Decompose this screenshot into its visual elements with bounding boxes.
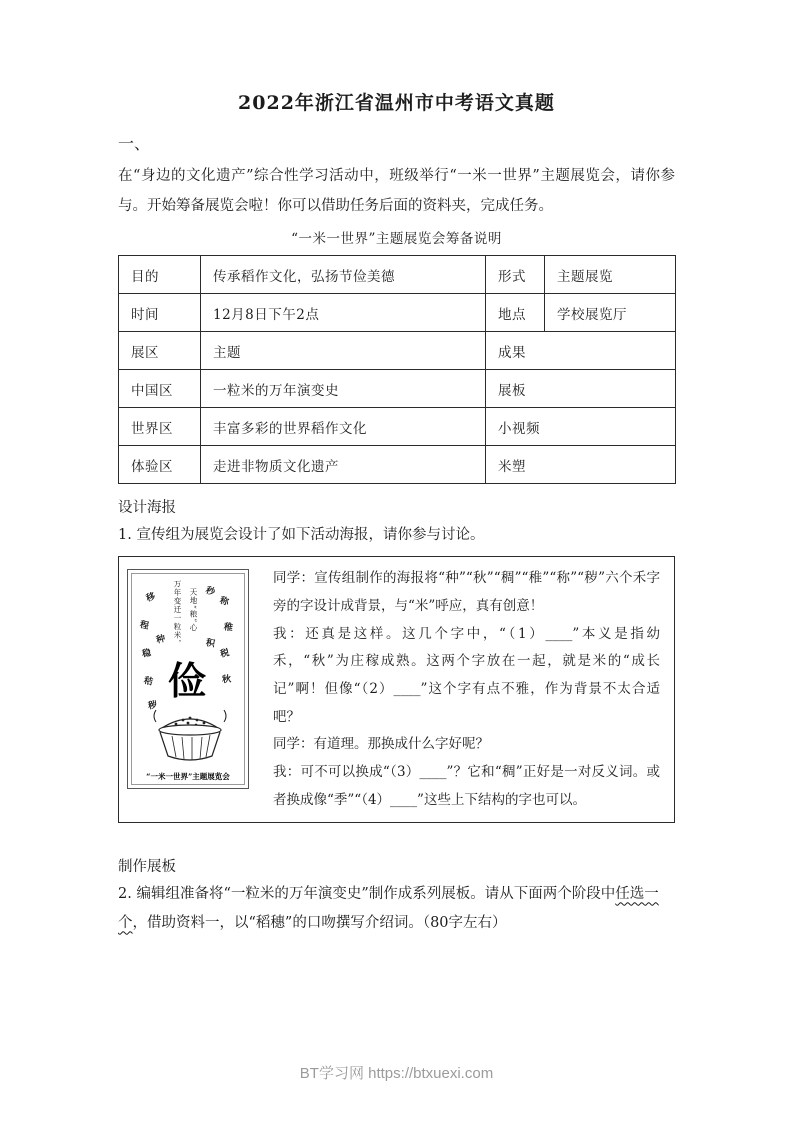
poster-column xyxy=(119,557,267,822)
question-2-text: 2. 编辑组准备将“一粒米的万年演变史”制作成系列展板。请从下面两个阶段中 xyxy=(118,886,616,903)
poster-char: 秒 xyxy=(204,586,216,599)
question-2-text: ，借助资料一，以“稻穗”的口吻撰写介绍词。（80字左右） xyxy=(132,915,507,932)
dialogue-line: 同学：宣传组制作的海报将“种”“秋”“稠”“稚”“称”“秽”六个禾字旁的字设计成背景，与“米”呼应，真有创意！ xyxy=(273,570,660,615)
poster-char: 积 xyxy=(204,638,216,651)
table-cell: 主题展览 xyxy=(545,256,676,294)
table-cell: 学校展览厅 xyxy=(545,294,676,332)
table-cell: 走进非物质文化遗产 xyxy=(201,446,486,484)
table-cell: 小视频 xyxy=(486,408,676,446)
poster-section-heading: 设计海报 xyxy=(118,500,176,517)
poster-char: 秽 xyxy=(147,700,159,713)
table-row xyxy=(119,256,676,294)
table-cell: 时间 xyxy=(119,294,201,332)
poster-char: 秸 xyxy=(142,676,154,689)
rice-basket-illustration xyxy=(150,706,230,764)
table-row xyxy=(119,370,676,408)
board-section-heading: 制作展板 xyxy=(118,859,176,876)
prep-table xyxy=(118,255,676,484)
poster-char: 秋 xyxy=(221,674,232,686)
poster-char: 稚 xyxy=(223,622,234,635)
poster-char: 税 xyxy=(219,648,231,661)
table-cell: 世界区 xyxy=(119,408,201,446)
table-cell: 中国区 xyxy=(119,370,201,408)
dialogue-text xyxy=(267,557,674,822)
table-row xyxy=(119,446,676,484)
poster-big-character: 俭 xyxy=(168,658,207,704)
section-one-label: 一、 xyxy=(118,134,151,153)
watermark-footer: BT学习网 https://btxuexi.com xyxy=(299,1065,494,1082)
table-cell: 展板 xyxy=(486,370,676,408)
table-cell: 传承稻作文化，弘扬节俭美德 xyxy=(201,256,486,294)
table-row xyxy=(119,294,676,332)
table-cell: 主题 xyxy=(201,332,486,370)
table-cell: 丰富多彩的世界稻作文化 xyxy=(201,408,486,446)
table-cell: 目的 xyxy=(119,256,201,294)
dialogue-line: 我：还真是这样。这几个字中，“（1）____”本义是指幼禾，“秋”为庄稼成熟。这两个字放在一起，就是米的“成长记”啊！但像“（2）____”这个字有点不雅，作为背景不太合适吧？ xyxy=(273,625,660,725)
table-cell: 体验区 xyxy=(119,446,201,484)
dialogue-line: 同学：有道理。那换成什么字好呢？ xyxy=(273,736,489,753)
poster-char: 移 xyxy=(145,592,157,605)
poster-image xyxy=(127,569,249,789)
question-2-emphasis: 任选一个 xyxy=(118,886,659,932)
table-cell: 米塑 xyxy=(486,446,676,484)
table-cell: 地点 xyxy=(486,294,545,332)
table-cell: 一粒米的万年演变史 xyxy=(201,370,486,408)
dialogue-line: 我：可不可以换成“（3）____”？它和“稠”正好是一对反义词。或者换成像“季”“（4）____”这些上下结构的字也可以。 xyxy=(273,764,660,808)
intro-paragraph: 在“身边的文化遗产”综合性学习活动中，班级举行“一米一世界”主题展览会，请你参与。开始筹备展览会啦！你可以借助任务后面的资料夹，完成任务。 xyxy=(118,168,675,214)
poster-caption: “一米一世界”主题展览会 xyxy=(146,772,230,782)
table-row xyxy=(119,332,676,370)
poster-inner-frame xyxy=(131,573,245,785)
poster-char: 稳 xyxy=(141,648,152,661)
question-1: 1. 宣传组为展览会设计了如下活动海报，请你参与讨论。 xyxy=(118,527,485,544)
poster-char: 称 xyxy=(218,596,230,609)
poster-dialog-box xyxy=(118,556,675,823)
poster-char: 程 xyxy=(138,620,150,633)
table-cell: 12月8日下午2点 xyxy=(201,294,486,332)
poster-vertical-text: 天地“粮”心 xyxy=(189,588,198,633)
table-cell: 形式 xyxy=(486,256,545,294)
table-caption: “一米一世界”主题展览会筹备说明 xyxy=(291,231,502,248)
table-row xyxy=(119,408,676,446)
question-2 xyxy=(118,880,675,938)
poster-char: 种 xyxy=(155,634,167,647)
page-title: 2022年浙江省温州市中考语文真题 xyxy=(238,92,555,114)
table-cell: 展区 xyxy=(119,332,201,370)
table-cell: 成果 xyxy=(486,332,676,370)
poster-vertical-text: 万年变迁一粒米， xyxy=(173,580,182,649)
